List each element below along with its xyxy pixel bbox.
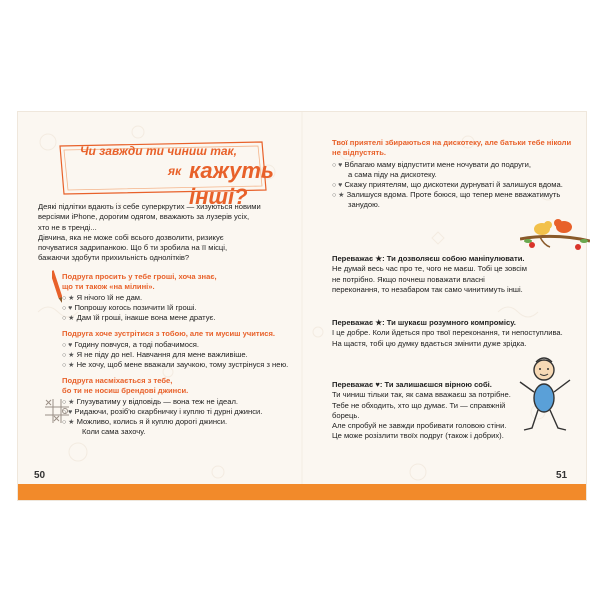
option-text: Глузуватиму у відповідь — вона теж не ідеал. — [76, 397, 238, 406]
option-text: Можливо, колись я й куплю дорогі джинси. — [76, 417, 228, 426]
option-text: Скажу приятелям, що дискотеки дурнуваті й залишуся вдома. — [344, 180, 563, 189]
option[interactable] — [62, 360, 288, 371]
question-line: що ти також «на мілині». — [62, 282, 155, 292]
title-big: кажуть інші? — [189, 158, 274, 209]
intro-line: хто не в тренді... — [38, 222, 97, 232]
option-text: Я не піду до неї. Навчання для мене важливіше. — [76, 350, 248, 359]
option-text: Попрошу когось позичити їй гроші. — [74, 303, 197, 312]
option-text: занудою. — [348, 200, 380, 209]
book-pages — [18, 112, 586, 500]
intro-line: Деякі підлітки вдають із себе суперкрутих — хизуються новими — [38, 202, 261, 211]
question-line: не відпустять. — [332, 148, 387, 158]
result-3 — [332, 380, 532, 442]
page-footer-bar — [18, 484, 586, 500]
option-text: Не хочу, щоб мене вважали заучкою, тому зустрінуся з нею. — [76, 360, 289, 369]
tic-tac-toe-icon — [44, 398, 73, 424]
option-text: Годину повчуся, а тоді побачимося. — [74, 340, 199, 349]
page-51 — [302, 112, 586, 500]
result-line: І це добре. Коли йдеться про твої переконання, ти непоступлива. — [332, 328, 563, 338]
title-line2: як — [168, 164, 182, 178]
option-text: Вблагаю маму відпустити мене ночувати до подруги, — [344, 160, 532, 169]
question-line: бо ти не носиш брендові джинси. — [62, 386, 189, 396]
stick-figure-illustration — [514, 356, 580, 446]
result-heading: Переважає ♥: Ти залишаєшся вірною собі. — [332, 380, 492, 389]
option-text: Я нічого їй не дам. — [76, 293, 143, 302]
option-mark: ○ ★ — [62, 419, 75, 426]
option-mark: ○ ♥ — [332, 162, 343, 169]
result-line: Тебе не обходить, хто що думає. Ти — справжній борець. — [332, 400, 506, 420]
result-line: На щастя, тобі цю думку вдається змінити дуже зрідка. — [332, 338, 527, 348]
option-mark: ○ ♥ — [62, 342, 73, 349]
option[interactable] — [62, 313, 216, 324]
option-mark: ○ ♥ — [62, 305, 73, 312]
option-text: Коли сама захочу. — [82, 427, 146, 436]
pencil-icon — [52, 270, 62, 304]
option-mark: ○ ★ — [62, 362, 75, 369]
option-text: Залишуся вдома. Проте боюся, що тепер мене вважатимуть — [346, 190, 561, 199]
option-text: Дам їй гроші, інакше вона мене дратує. — [76, 313, 216, 322]
question-2 — [62, 329, 275, 339]
page-number-right: 51 — [556, 470, 568, 481]
option-mark: ○ ★ — [62, 399, 75, 406]
option-continued — [82, 427, 145, 437]
option-mark: ○ ★ — [62, 352, 75, 359]
option-mark: ○ ♥ — [62, 409, 73, 416]
result-1 — [332, 254, 582, 295]
birds-on-branch-illustration — [520, 207, 590, 253]
result-heading: Переважає ★: Ти шукаєш розумного компромісу. — [332, 318, 516, 327]
result-line: Ти чиниш тільки так, як сама вважаєш за потрібне. — [332, 390, 511, 400]
option-mark: ○ ★ — [62, 315, 75, 322]
option-continued — [348, 170, 437, 180]
question-4 — [332, 138, 571, 159]
intro-line: версіями iPhone, дорогим одягом, вважають за лузерів усіх, — [38, 212, 250, 222]
option-mark: ○ ★ — [332, 192, 345, 199]
question-line: Подруга насміхається з тебе, — [62, 376, 173, 385]
result-line: не потрібно. Якщо почнеш поважати власні — [332, 274, 485, 284]
result-line: Не думай весь час про те, чого не маєш. Тобі це зовсім — [332, 264, 527, 274]
page-number-left: 50 — [34, 470, 46, 481]
question-line: Подруга просить у тебе гроші, хоча знає, — [62, 272, 217, 281]
option-text: а сама піду на дискотеку. — [348, 170, 437, 179]
question-1 — [62, 272, 217, 293]
result-line: Це може розізлити твоїх подруг (також і добрих). — [332, 431, 504, 441]
intro-line: Дівчина, яка не може собі всього дозволити, ризикує — [38, 232, 224, 242]
result-line: переконання, то незабаром так само чинитимуть інші. — [332, 284, 523, 294]
intro-line: почуватися задрипанкою. Що б ти зробила на її місці, — [38, 243, 228, 253]
question-3 — [62, 376, 188, 397]
result-line: Але спробуй не завжди пробивати головою стіни. — [332, 421, 507, 431]
option-mark: ○ ♥ — [332, 182, 343, 189]
option-text: Ридаючи, розіб'ю скарбничку і куплю ті дурні джинси. — [74, 407, 263, 416]
option-continued — [348, 200, 380, 210]
question-line: Подруга хоче зустрітися з тобою, але ти мусиш учитися. — [62, 329, 276, 338]
title-line1: Чи завжди ти чиниш так, — [80, 144, 237, 158]
question-line: Твої приятелі збираються на дискотеку, але батьки тебе ніколи — [332, 138, 572, 147]
page-50 — [18, 112, 302, 500]
result-heading: Переважає ★: Ти дозволяєш собою маніпулювати. — [332, 254, 525, 263]
intro-line: бажаючи здобути прихильність однолітків? — [38, 253, 190, 263]
result-2 — [332, 318, 582, 349]
option-mark: ○ ★ — [62, 295, 75, 302]
intro-text — [38, 202, 300, 264]
